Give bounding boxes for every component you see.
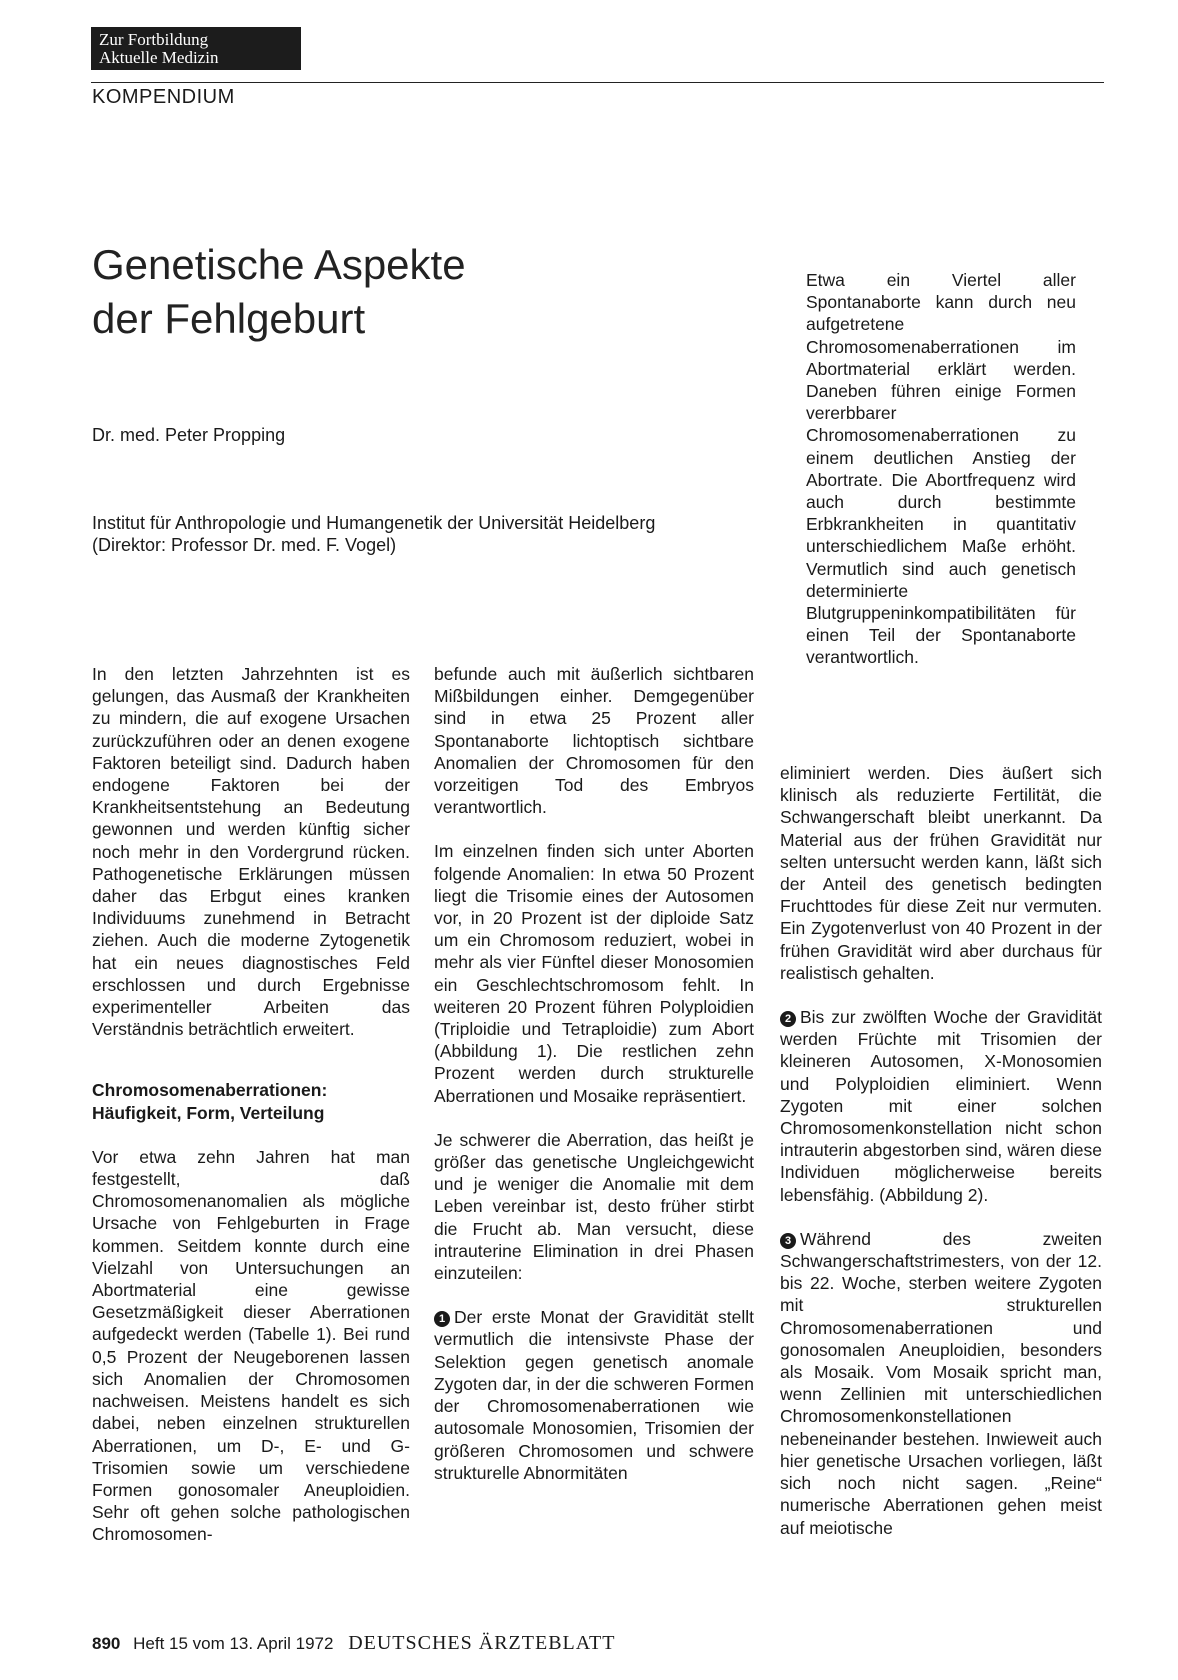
body-paragraph: In den letzten Jahrzehnten ist es gelungen, das Ausmaß der Krankheiten zu mindern, die auf exogene Ursachen zurückzuführen oder an denen exogene Faktoren beteiligt sind. Dadurch haben endogene Faktoren bei der Krankheitsentstehung an Bedeutung gewonnen und werden künftig sicher noch mehr in den Vordergrund rücken. Pathogenetische Erklärungen müssen daher das Erbgut eines kranken Individuums zunehmend in Betracht ziehen. Auch die moderne Zytogenetik hat ein neues diagnostisches Feld erschlossen und durch Ergebnisse experimenteller Arbeiten das Verständnis beträchtlich erweitert. xyxy=(92,664,410,1040)
article-title xyxy=(92,238,466,346)
article-abstract: Etwa ein Viertel aller Spontanaborte kann durch neu aufgetretene Chromosomenaberrationen im Abortmaterial erklärt werden. Daneben führen einige Formen vererbbarer Chromosomenaberrationen zu einem deutlichen Anstieg der Abortrate. Die Abortfrequenz wird auch durch bestimmte Erbkrankheiten in quantitativ unterschiedlichem Maße erhöht. Vermutlich sind auch genetisch determinierte Blutgruppeninkompatibilitäten für einen Teil der Spontanaborte verantwortlich. xyxy=(806,270,1076,668)
affiliation-line2: (Direktor: Professor Dr. med. F. Vogel) xyxy=(92,535,397,555)
section-label xyxy=(91,27,301,70)
article-title-line1: Genetische Aspekte xyxy=(92,241,466,288)
author-name: Dr. med. Peter Propping xyxy=(92,425,286,445)
phase-3-text: Während des zweiten Schwangerschaftstrimesters, von der 12. bis 22. Woche, sterben weitere Zygoten mit strukturellen Chromosomenaberrationen und gonosomalen Aneuploidien, besonders als Mosaik. Vom Mosaik spricht man, wenn Zellinien mit unterschiedlichen Chromosomenkonstellationen nebeneinander bestehen. Inwieweit auch hier genetische Ursachen vorliegen, läßt sich noch nicht sagen. „Reine“ numerische Aberrationen gehen meist auf meiotische xyxy=(780,1228,1102,1538)
section-heading-line1: Chromosomenaberrationen: xyxy=(92,1080,328,1101)
affiliation-line1: Institut für Anthropologie und Humangenetik der Universität Heidelberg xyxy=(92,513,656,533)
section-label-line1: Zur Fortbildung xyxy=(99,30,209,49)
body-column-3 xyxy=(780,762,1102,1561)
article-title-line2: der Fehlgeburt xyxy=(92,295,366,342)
issue-info: Heft 15 vom 13. April 1972 xyxy=(133,1634,334,1653)
section-heading xyxy=(92,1079,410,1123)
journal-name: DEUTSCHES ÄRZTEBLATT xyxy=(348,1632,616,1654)
body-paragraph: befunde auch mit äußerlich sichtbaren Mißbildungen einher. Demgegenüber sind in etwa 25 Prozent aller Spontanaborte lichtoptisch sichtbare Anomalien der Chromosomen für den vorzeitigen Tod des Embryos verantwortlich. xyxy=(434,664,754,818)
body-paragraph: Vor etwa zehn Jahren hat man festgestellt, daß Chromosomenanomalien als mögliche Ursache von Fehlgeburten in Frage kommen. Seitdem konnte durch eine Vielzahl von Untersuchungen an Abortmaterial eine gewisse Gesetzmäßigkeit dieser Aberrationen aufgedeckt werden (Tabelle 1). Bei rund 0,5 Prozent der Neugeborenen lassen sich Anomalien der Chromosomen nachweisen. Meistens handelt es sich dabei, neben einzelnen strukturellen Aberrationen, um D-, E- und G-Trisomien sowie um verschiedene Formen gonosomaler Aneuploidien. Sehr oft gehen solche pathologischen Chromosomen- xyxy=(92,1146,410,1545)
body-paragraph: eliminiert werden. Dies äußert sich klinisch als reduzierte Fertilität, die Schwangerschaft bleibt unerkannt. Da Material aus der frühen Gravidität nur selten untersucht werden kann, läßt sich der Anteil des genetisch bedingten Fruchttodes für diese Zeit nur vermuten. Ein Zygotenverlust von 40 Prozent in der frühen Gravidität wird aber durchaus für realistisch gehalten. xyxy=(780,763,1102,983)
phase-1-text: Der erste Monat der Gravidität stellt vermutlich die intensivste Phase der Selektion gegen genetisch anomale Zygoten dar, in der die schweren Formen der Chromosomenaberrationen wie autosomale Monosomien, Trisomien der größeren Chromosomen und schwere strukturelle Abnormitäten xyxy=(434,1307,754,1483)
phase-1-paragraph xyxy=(434,1306,754,1484)
rubric-label: KOMPENDIUM xyxy=(92,86,235,108)
phase-number-badge: 3 xyxy=(780,1233,796,1249)
header-rule xyxy=(91,82,1104,83)
section-heading-line2: Häufigkeit, Form, Verteilung xyxy=(92,1102,325,1123)
phase-2-text: Bis zur zwölften Woche der Gravidität werden Früchte mit Trisomien der kleineren Autosomen, X-Monosomien und Polyploidien eliminiert. Wenn Zygoten mit einer solchen Chromosomenkonstellation nicht schon intrauterin abgestorben sind, wären diese Individuen möglicherweise bereits lebensfähig. (Abbildung 2). xyxy=(780,1007,1102,1205)
phase-number-badge: 1 xyxy=(434,1311,450,1327)
page-footer xyxy=(92,1632,615,1655)
phase-2-paragraph xyxy=(780,1006,1102,1206)
body-column-2 xyxy=(434,663,754,1506)
body-paragraph: Je schwerer die Aberration, das heißt je größer das genetische Ungleichgewicht und je weniger die Anomalie mit dem Leben vereinbar ist, desto früher stirbt die Frucht ab. Man versucht, diese intrauterine Elimination in drei Phasen einzuteilen: xyxy=(434,1129,754,1284)
page-number: 890 xyxy=(92,1634,121,1653)
author-affiliation xyxy=(92,512,655,556)
section-label-line2: Aktuelle Medizin xyxy=(99,48,219,67)
body-paragraph: Im einzelnen finden sich unter Aborten folgende Anomalien: In etwa 50 Prozent liegt die Trisomie eines der Autosomen vor, in 20 Prozent ist der diploide Satz um ein Chromosom reduziert, wobei in mehr als vier Fünftel dieser Monosomien ein Geschlechtschromosom fehlt. In weiteren 20 Prozent führen Polyploidien (Triploidie und Tetraploidie) zum Abort (Abbildung 1). Die restlichen zehn Prozent werden durch strukturelle Aberrationen und Mosaike repräsentiert. xyxy=(434,841,754,1106)
phase-3-paragraph xyxy=(780,1228,1102,1539)
phase-number-badge: 2 xyxy=(780,1011,796,1027)
body-column-1 xyxy=(92,663,410,1568)
